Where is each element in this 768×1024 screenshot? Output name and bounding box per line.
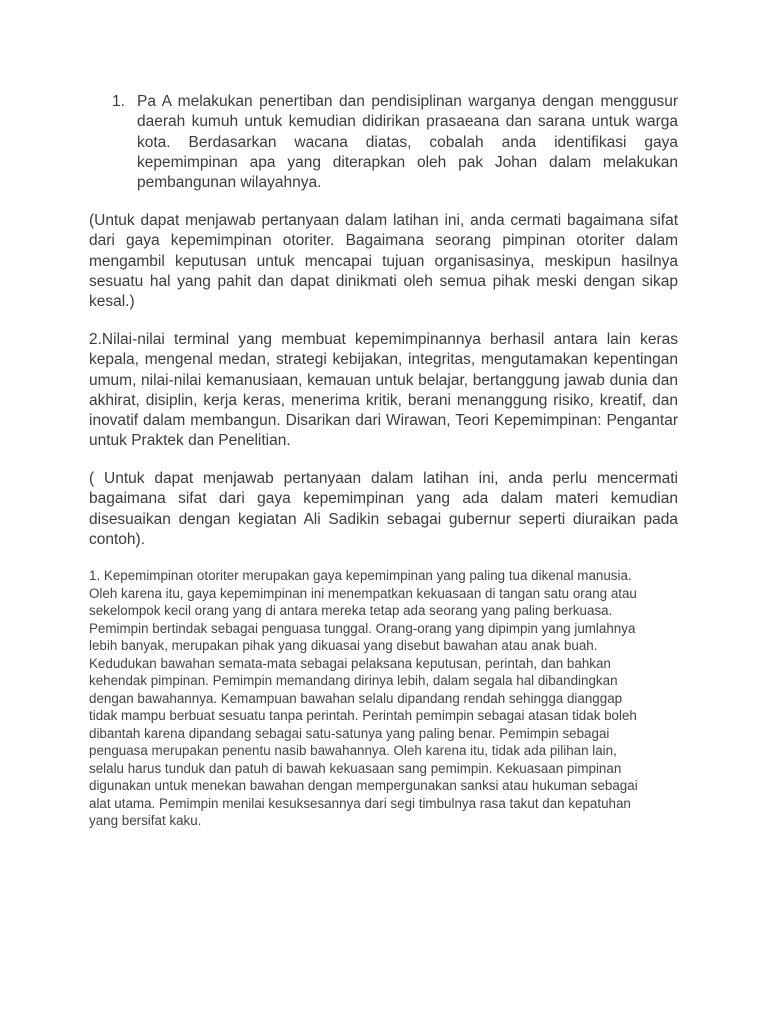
question-2-paragraph: 2.Nilai-nilai terminal yang membuat kepemimpinannya berhasil antara lain keras kepala, mengenal medan, strategi kebijakan, integritas, mengutamakan kepentingan umum, nilai-nilai kemanusiaan, kemauan untuk belajar, bertanggung jawab dunia dan akhirat, disiplin, kerja keras, menerima kritik, berani menanggung risiko, kreatif, dan inovatif dalam membangun. Disarikan dari Wirawan, Teori Kepemimpinan: Pengantar untuk Praktek dan Penelitian. — [89, 331, 678, 450]
question-1 — [112, 92, 678, 193]
answer-1-paragraph: 1. Kepemimpinan otoriter merupakan gaya kepemimpinan yang paling tua dikenal manusia. Oleh karena itu, gaya kepemimpinan ini menempatkan kekuasaan di tangan satu orang atau sekelompok kecil orang yang di antara mereka tetap ada seorang yang paling berkuasa. Pemimpin bertindak sebagai penguasa tunggal. Orang-orang yang dipimpin yang jumlahnya lebih banyak, merupakan pihak yang dikuasai yang disebut bawahan atau anak buah. Kedudukan bawahan semata-mata sebagai pelaksana keputusan, perintah, dan bahkan kehendak pimpinan. Pemimpin memandang dirinya lebih, dalam segala hal dibandingkan dengan bawahannya. Kemampuan bawahan selalu dipandang rendah sehingga dianggap tidak mampu berbuat sesuatu tanpa perintah. Perintah pemimpin sebagai atasan tidak boleh dibantah karena dipandang sebagai satu-satunya yang paling benar. Pemimpin sebagai penguasa merupakan penentu nasib bawahannya. Oleh karena itu, tidak ada pilihan lain, selalu harus tunduk dan patuh di bawah kekuasaan sang pemimpin. Kekuasaan pimpinan digunakan untuk menekan bawahan dengan mempergunakan sanksi atau hukuman sebagai alat utama. Pemimpin menilai kesuksesannya dari segi timbulnya rasa takut dan kepatuhan yang bersifat kaku. — [89, 568, 638, 828]
hint-2-paragraph: ( Untuk dapat menjawab pertanyaan dalam latihan ini, anda perlu mencermati bagaimana sifat dari gaya kepemimpinan yang ada dalam materi kemudian disesuaikan dengan kegiatan Ali Sadikin sebagai gubernur seperti diuraikan pada contoh). — [89, 470, 678, 548]
hint-1-paragraph: (Untuk dapat menjawab pertanyaan dalam latihan ini, anda cermati bagaimana sifat dari gaya kepemimpinan otoriter. Bagaimana seorang pimpinan otoriter dalam mengambil keputusan untuk mencapai tujuan organisasinya, meskipun hasilnya sesuatu hal yang pahit dan dapat dinikmati oleh semua pihak meski dengan sikap kesal.) — [89, 212, 678, 311]
question-1-text: Pa A melakukan penertiban dan pendisiplinan warganya dengan menggusur daerah kumuh untuk kemudian didirikan prasaeana dan sarana untuk warga kota. Berdasarkan wacana diatas, cobalah anda identifikasi gaya kepemimpinan apa yang diterapkan oleh pak Johan dalam melakukan pembangunan wilayahnya. — [137, 93, 678, 192]
question-1-number: 1. — [112, 93, 125, 110]
